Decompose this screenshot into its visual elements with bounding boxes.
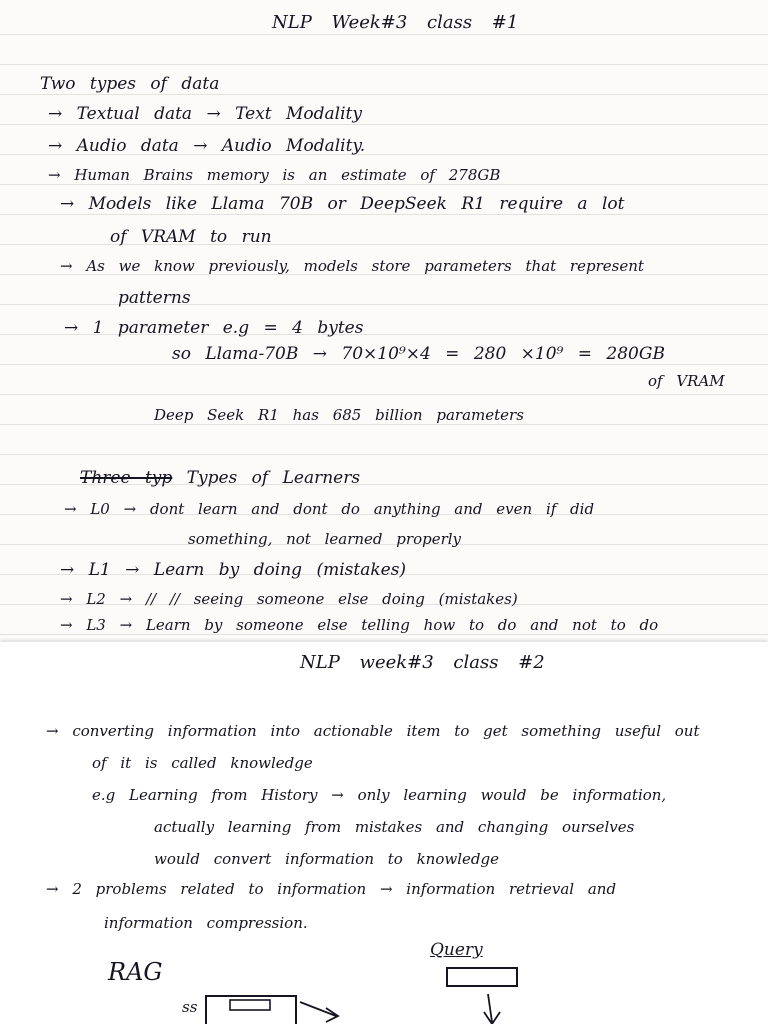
- note-line: → L2 → // // seeing someone else doing (mistakes): [60, 590, 518, 608]
- note-line: → L1 → Learn by doing (mistakes): [60, 560, 407, 580]
- note-line: → Models like Llama 70B or DeepSeek R1 require a lot: [60, 194, 625, 214]
- heading-text: Types of Learners: [186, 468, 361, 488]
- rag-sketch: [0, 642, 768, 1024]
- note-line: Deep Seek R1 has 685 billion parameters: [154, 406, 524, 424]
- note-line: information compression.: [104, 914, 308, 932]
- section-heading: [80, 470, 360, 487]
- note-line: → Textual data → Text Modality: [48, 104, 362, 124]
- rag-label: RAG: [108, 958, 163, 986]
- note-line: → Audio data → Audio Modality.: [48, 136, 366, 156]
- note-line: would convert information to knowledge: [154, 850, 499, 868]
- note-line: Two types of data: [40, 74, 220, 94]
- query-label: Query: [430, 940, 483, 960]
- struck-text: Three typ: [80, 468, 173, 488]
- store-inner-box: [230, 1000, 270, 1010]
- page-title: NLP week#3 class #2: [300, 652, 545, 673]
- query-box: [447, 968, 517, 986]
- note-line: → converting information into actionable item to get something useful out: [46, 722, 700, 740]
- note-line: of it is called knowledge: [92, 754, 313, 772]
- note-line: → Human Brains memory is an estimate of 278GB: [48, 166, 501, 184]
- arrow-icon: [300, 1002, 338, 1022]
- note-line: e.g Learning from History → only learning would be information,: [92, 786, 667, 804]
- down-arrow-icon: [484, 994, 500, 1024]
- note-line: something, not learned properly: [188, 530, 462, 548]
- note-line: → As we know previously, models store parameters that represent: [60, 257, 644, 275]
- page-title: NLP Week#3 class #1: [272, 12, 519, 33]
- note-line: patterns: [118, 288, 191, 308]
- note-line: → 1 parameter e.g = 4 bytes: [64, 318, 364, 338]
- diagram-note: ss: [182, 998, 198, 1016]
- notebook-page-2: [0, 642, 768, 1024]
- note-line: of VRAM to run: [110, 227, 272, 247]
- note-line: of VRAM: [648, 372, 725, 390]
- note-line: → L3 → Learn by someone else telling how to do and not to do: [60, 616, 659, 634]
- note-line: → L0 → dont learn and dont do anything and even if did: [64, 500, 595, 518]
- note-line: actually learning from mistakes and changing ourselves: [154, 818, 635, 836]
- note-line: → 2 problems related to information → information retrieval and: [46, 880, 617, 898]
- note-line: so Llama-70B → 70×10⁹×4 = 280 ×10⁹ = 280GB: [172, 344, 665, 364]
